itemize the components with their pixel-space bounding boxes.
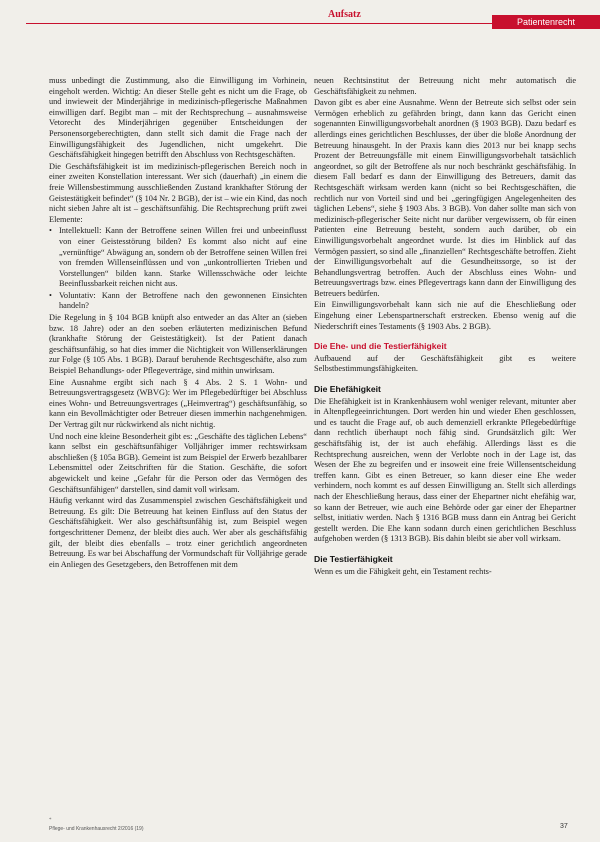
paragraph: Eine Ausnahme ergibt sich nach § 4 Abs. 2 S. 1 Wohn- und Betreuungsvertragsgesetz (WBVG): Wer im Pflegebedürftiger bei Abschluss eines Wohn- und Betreuungsvertrages („Heimvertrag“) geschäftsunfähig, so kann ein Bevollmächtigter oder Betreuer diesen immerhin nachgenehmigen. Der Vertrag gilt nur rückwirkend als nicht nichtig.	[49, 377, 307, 429]
paragraph: Die Ehefähigkeit ist in Krankenhäusern wohl weniger relevant, mitunter aber in Altenpflegeeinrichtungen. Dort werden hin und wieder Ehen geschlossen, und es taucht die Frage auf, ob auch demenziell erkrankte Pflegebedürftige dann rechtlich überhaupt noch fähig sind. Grundsätzlich gilt: Wer geschäftsfähig ist, der ist auch ehefähig. Allerdings lässt es die Rechtsprechung ausreichen, wenn der Verlobte noch in der Lage ist, das Wesen der Ehe zu begreifen und er insoweit eine freie Willensentscheidung treffen kann. Gibt es einen Betreuer, so kann dieser eine Ehe weder verhindern, noch kommt es auf dessen Einwilligung an. Stellt sich allerdings nach der Eheschließung heraus, dass einer der Ehepartner nicht ehefähig war, so kann der Betreuer, wie auch eine Behörde oder gar einer der Ehepartner selbst, initiativ werden. Nach § 1316 BGB muss dann ein Antrag bei Gericht gestellt werden. Die Ehe kann sodann durch einen gerichtlichen Beschluss aufgehoben werden (§ 1313 BGB). Bis dahin bleibt sie aber voll wirksam.	[314, 396, 576, 544]
section-label: Aufsatz	[328, 9, 361, 20]
section-heading: Die Ehe- und die Testierfähigkeit	[314, 341, 447, 352]
paragraph: Ein Einwilligungsvorbehalt kann sich nie auf die Eheschließung oder Eingehung einer Lebenspartnerschaft erstrecken. Ebenso wenig auf die Niederschrift eines Testaments (§ 1903 Abs. 2 BGB).	[314, 300, 576, 331]
subsection-heading: Die Testierfähigkeit	[314, 553, 393, 564]
paragraph: Aufbauend auf der Geschäftsfähigkeit gibt es weitere Selbstbestimmungsfähigkeiten.	[314, 353, 576, 374]
page-number: 37	[560, 823, 568, 830]
subsection-heading: Die Ehefähigkeit	[314, 384, 381, 395]
paragraph: Und noch eine kleine Besonderheit gibt es: „Geschäfte des täglichen Lebens“ kann selbst ein geschäftsunfähiger Volljähriger immer rechtswirksam abschließen (§ 105a BGB). Gemeint ist zum Beispiel der Erwerb bezahlbarer Lebensmittel oder Zeitschriften für die Station. Geschäfte, die sofort abgewickelt und keine „Gefahr für die Person oder das Vermögen des Geschäftsunfähigen“ darstellen, sind damit voll wirksam.	[49, 431, 307, 494]
paragraph: neuen Rechtsinstitut der Betreuung nicht mehr automatisch die Geschäftsfähigkeit zu nehmen.	[314, 76, 576, 96]
paragraph: Die Geschäftsfähigkeit ist im medizinisch-pflegerischen Bereich noch in einer zweiten Konstellation interessant. Wer sich (dauerhaft) „in einem die freie Willensbestimmung ausschließenden Zustand krankhafter Störung der Geistestätigkeit befindet“ (§ 104 Nr. 2 BGB), der ist – wie ein Kind, das noch nicht sieben Jahre alt ist – geschäftsunfähig. Die Rechtsprechung prüft zwei Elemente:	[49, 161, 307, 224]
right-column	[314, 76, 576, 578]
paragraph: Davon gibt es aber eine Ausnahme. Wenn der Betreute sich selbst oder sein Vermögen erheblich zu gefährden bringt, dann kann das Gericht einen sogenannten Einwilligungsvorbehalt anordnen (§ 1903 BGB). Dazu bedarf es allerdings eines gerichtlichen Beschlusses, der über die bloße Anordnung der Betreuung hinausgeht. In der Praxis kann dies 2013 nur bei knapp sechs Prozent der Betreuungsfälle mit einem Einwilligungsvorbehalt tatsächlich angeordnet, so gilt der Betroffene als nur noch beschränkt geschäftsfähig. In diesem Fall bedarf es dann der Einwilligung des Betreuers, damit das Rechtsgeschäft wirksam werden kann (nicht so bei Rechtsgeschäften, die rechtlich nur von Vorteil sind und bei „geringfügigen Angelegenheiten des täglichen Lebens“, siehe § 1903 Abs. 3 BGB). Von daher sollte man sich von medizinisch-pflegerischer Seite nicht nur darüber vergewissern, ob für einen Patienten eine Betreuung besteht, sondern auch darüber, ob ein Einwilligungsvorbehalt angeordnet wurde. Ist dies im Hinblick auf das Vermögen passiert, so sind alle „finanziellen“ Rechtsgeschäfte betroffen. Zieht der Einwilligungsvorbehalt auf die Gesundheitssorge, so ist der Behandlungsvertrag betroffen. Auch der Abschluss eines Wohn- und Betreuungsvertrags bzw. eines Pflegevertrags kann dann der Einwilligung des Betreuers bedürfen.	[314, 98, 576, 298]
paragraph: muss unbedingt die Zustimmung, also die Einwilligung im Vorhinein, eingeholt werden. Wichtig: An dieser Stelle geht es nicht um die Frage, ob und inwieweit der Minderjährige in medizinisch-pflegerische Maßnahmen einwilligen darf. Begibt man – mit der Rechtsprechung – ausnahmsweise Vetorecht des Minderjährigen gegenüber Entscheidungen der Personensorgeberechtigten, dann stellt sich damit die Frage nach der Einwilligungsfähigkeit des Jugendlichen, nicht umgekehrt. Die Geschäftsfähigkeit hingegen betrifft den Abschluss von Rechtsgeschäften.	[49, 76, 307, 160]
list-item: • Intellektuell: Kann der Betroffene seinen Willen frei und unbeeinflusst von einer Geistesstörung bilden? Es kommt also nicht auf eine „vernünftige“ Abwägung an, sondern ob der Betroffene seinen Willen frei von fremden Willenseinflüssen und von „unkontrollierten Trieben und Vorstellungen“ bilden kann. Starke Willensschwäche oder leichte Beeinflussbarkeit reichen nicht aus.	[49, 226, 307, 290]
category-tag: Patientenrecht	[492, 15, 600, 29]
footnote-mark: *	[49, 818, 52, 823]
criteria-list	[49, 226, 307, 312]
paragraph: Wenn es um die Fähigkeit geht, ein Testament rechts-	[314, 566, 492, 576]
source-line: Pflege- und Krankenhausrecht 2/2016 (19)	[49, 826, 144, 832]
list-item: • Voluntativ: Kann der Betroffene nach den gewonnenen Einsichten handeln?	[49, 291, 307, 312]
paragraph: Die Regelung in § 104 BGB knüpft also entweder an das Alter an (sieben bzw. 18 Jahre) oder an den soeben erläuterten medizinischen Befund (krankhafte Störung der Geistestätigkeit). Ist der Patient danach geschäftsunfähig, so hat dies immer die Nichtigkeit von Willenserklärungen zur Folge (§ 105 Abs. 1 BGB). Darauf beruhende Rechtsgeschäfte, also zum Beispiel Behandlungs- oder Pflegeverträge, sind mithin unwirksam.	[49, 313, 307, 376]
left-column	[49, 76, 307, 571]
paragraph: Häufig verkannt wird das Zusammenspiel zwischen Geschäftsfähigkeit und Betreuung. Es gilt: Die Betreuung hat keinen Einfluss auf den Status der Geschäftsfähigkeit. Wer also geschäftsunfähig ist, zum Beispiel wegen fortgeschrittener Demenz, der bleibt dies auch. Wer aber als geschäftsfähig gilt, der bleibt dies ebenfalls – trotz einer gerichtlich angeordneten Betreuung. Es war bei Abschaffung der Vormundschaft für Volljährige gerade ein Anliegen des Gesetzgebers, den Betroffenen mit dem	[49, 496, 307, 569]
